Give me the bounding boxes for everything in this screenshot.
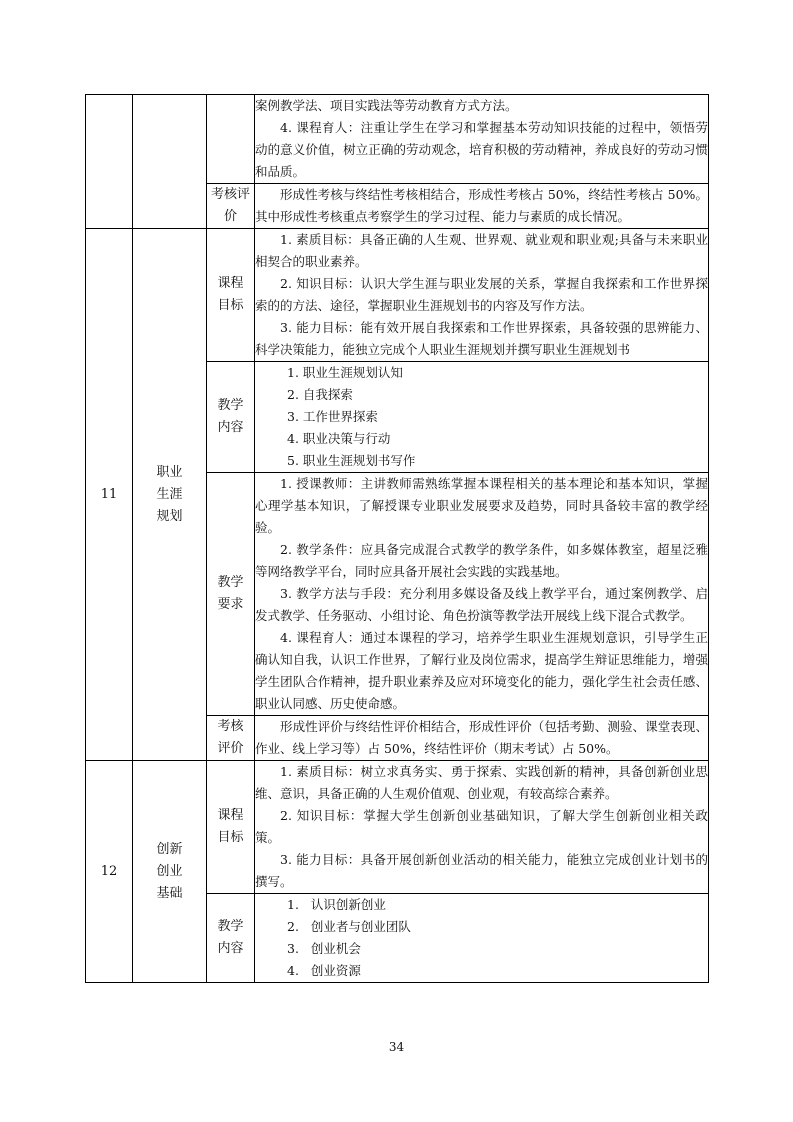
course11-number: 11 (86, 229, 133, 761)
course12-number: 12 (86, 761, 133, 983)
prev-assessment-cell (255, 184, 709, 229)
course11-goal-2: 2. 知识目标：认识大学生涯与职业发展的关系，掌握自我探索和工作世界探索的的方法、途径，掌握职业生涯规划书的内容及写作方法。 (255, 276, 708, 313)
course12-name-text: 创新创业基础 (156, 841, 183, 901)
course11-req-4: 4. 课程育人：通过本课程的学习，培养学生职业生涯规划意识，引导学生正确认知自我，认识工作世界，了解行业及岗位需求，提高学生辩证思维能力，增强学生团队合作精神，提升职业素养及应对环境变化的能力，强化学生社会责任感、职业认同感、历史使命感。 (255, 630, 708, 711)
course12-content-label (207, 894, 255, 983)
course12-goal-3: 3. 能力目标：具备开展创新创业活动的相关能力，能独立完成创业计划书的撰写。 (255, 852, 708, 889)
course12-goals-cell (255, 761, 709, 894)
course11-name (133, 229, 207, 761)
course11-content-label (207, 362, 255, 473)
course12-name (133, 761, 207, 983)
course11-name-text: 职业生涯规划 (156, 464, 183, 524)
course12-goals-label-text: 课程目标 (217, 808, 244, 845)
course11-req-cell (255, 473, 709, 716)
course11-goal-3: 3. 能力目标：能有效开展自我探索和工作世界探索，具备较强的思辨能力、科学决策能力，能独立完成个人职业生涯规划并撰写职业生涯规划书 (255, 320, 708, 357)
course11-req-3: 3. 教学方法与手段：充分利用多媒设备及线上教学平台，通过案例教学、启发式教学、任务驱动、小组讨论、角色扮演等教学法开展线上线下混合式教学。 (255, 586, 708, 623)
course-table (85, 94, 709, 983)
course11-content-item-4: 4. 职业决策与行动 (287, 431, 391, 446)
course11-goals-row (86, 229, 709, 362)
course12-goal-2: 2. 知识目标：掌握大学生创新创业基础知识，了解大学生创新创业相关政策。 (255, 808, 708, 845)
course11-assessment-text: 形成性评价与终结性评价相结合，形成性评价（包括考勤、测验、课堂表现、作业、线上学习等）占 50%，终结性评价（期末考试）占 50%。 (255, 719, 708, 756)
course11-goal-1: 1. 素质目标：具备正确的人生观、世界观、就业观和职业观;具备与未来职业相契合的职业素养。 (255, 232, 708, 269)
course11-content-item-3: 3. 工作世界探索 (287, 409, 378, 424)
prev-num-cell (86, 95, 133, 229)
course12-content-label-text: 教学内容 (217, 919, 244, 956)
prev-req-label-cell (207, 95, 255, 184)
course11-goals-label-text: 课程目标 (217, 276, 244, 313)
prev-name-cell (133, 95, 207, 229)
course11-req-2: 2. 教学条件：应具备完成混合式教学的教学条件，如多媒体教室，超星泛雅等网络教学平台，同时应具备开展社会实践的实践基地。 (255, 542, 708, 579)
course11-goals-label (207, 229, 255, 362)
course11-assessment-label (207, 716, 255, 761)
course11-content-item-2: 2. 自我探索 (287, 387, 353, 402)
course11-content-label-text: 教学内容 (217, 398, 244, 435)
prev-req-line-2: 4. 课程育人：注重让学生在学习和掌握基本劳动知识技能的过程中，领悟劳动的意义价值，树立正确的劳动观念，培育积极的劳动精神，养成良好的劳动习惯和品质。 (255, 120, 708, 179)
course12-content-item-4: 4. 创业资源 (287, 963, 361, 978)
course11-content-item-5: 5. 职业生涯规划书写作 (287, 453, 416, 468)
course11-assessment-cell (255, 716, 709, 761)
course11-req-1: 1. 授课教师：主讲教师需熟练掌握本课程相关的基本理论和基本知识，掌握心理学基本知识，了解授课专业职业发展要求及趋势，同时具备较丰富的教学经验。 (255, 476, 708, 535)
course12-goals-row (86, 761, 709, 894)
course11-content-cell (255, 362, 709, 473)
course12-content-cell (255, 894, 709, 983)
prev-teaching-req-cell (255, 95, 709, 184)
course11-goals-cell (255, 229, 709, 362)
prev-req-line-1: 案例教学法、项目实践法等劳动教育方式方法。 (255, 98, 518, 113)
course11-req-label-text: 教学要求 (217, 575, 244, 612)
prev-assessment-text: 形成性考核与终结性考核相结合，形成性考核占 50%，终结性考核占 50%。其中形成性考核重点考察学生的学习过程、能力与素质的成长情况。 (255, 187, 708, 224)
prev-teaching-req-row (86, 95, 709, 184)
course12-content-item-2: 2. 创业者与创业团队 (287, 919, 411, 934)
prev-assessment-label: 考核评价 (207, 184, 255, 229)
page-number: 34 (388, 1040, 405, 1054)
course11-content-item-1: 1. 职业生涯规划认知 (287, 365, 403, 380)
course12-content-item-1: 1. 认识创新创业 (287, 897, 386, 912)
course12-goal-1: 1. 素质目标：树立求真务实、勇于探索、实践创新的精神，具备创新创业思维、意识，具备正确的人生观价值观、创业观，有较高综合素养。 (255, 764, 708, 801)
course11-assessment-label-text: 考核评价 (217, 719, 244, 756)
course12-goals-label (207, 761, 255, 894)
course12-content-item-3: 3. 创业机会 (287, 941, 361, 956)
course11-req-label (207, 473, 255, 716)
